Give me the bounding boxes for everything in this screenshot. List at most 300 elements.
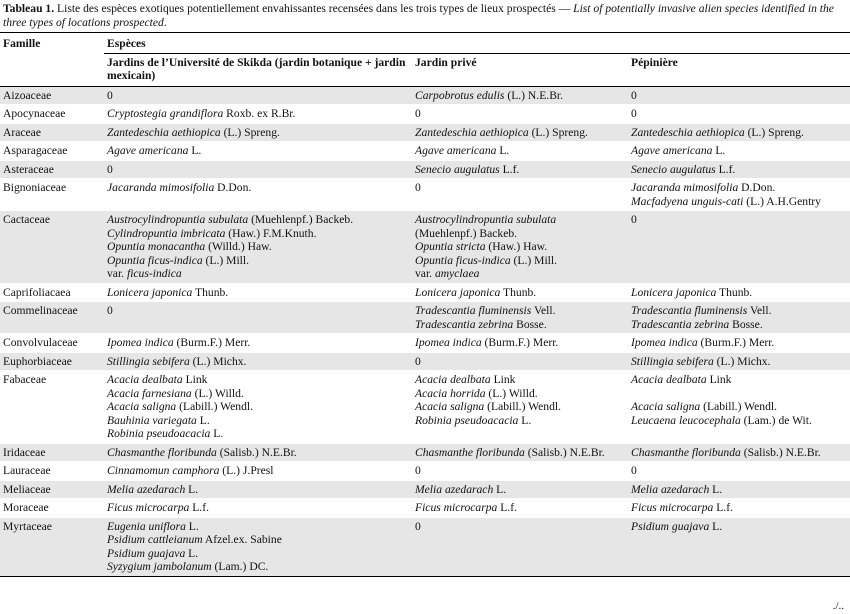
species-authority: (Lam.) DC.: [211, 560, 269, 573]
species-authority: D.Don.: [738, 181, 776, 194]
species-line: [415, 387, 625, 401]
table-row: [0, 443, 850, 462]
cell-pepiniere: [628, 160, 850, 179]
species-name: Acacia dealbata: [415, 373, 491, 386]
species-line: [107, 355, 409, 369]
cell-pepiniere: [628, 123, 850, 142]
species-authority: L.: [709, 519, 723, 533]
cell-famille: Aizoaceae: [0, 86, 104, 105]
table-row: [0, 499, 850, 518]
species-line: [107, 227, 409, 241]
cell-famille: Bignoniaceae: [3, 181, 67, 194]
cell-universite: [104, 352, 412, 371]
species-authority: (L.) Willd.: [191, 386, 244, 400]
species-name: Robinia pseudoacacia: [415, 413, 519, 427]
species-name: Psidium cattleianum: [107, 533, 203, 546]
cell-pepiniere: [628, 283, 850, 302]
species-name: Acacia dealbata: [631, 373, 707, 386]
species-name: Psidium guajava: [631, 519, 710, 533]
species-name: Acacia saligna: [107, 400, 177, 413]
header-col-jardin-prive: Jardin privé: [412, 53, 628, 86]
species-line: [415, 414, 625, 428]
species-authority: (Salisb.) N.E.Br.: [524, 445, 605, 459]
cell-universite: [104, 462, 412, 481]
species-authority: L.f.: [499, 162, 520, 176]
species-line: [415, 373, 625, 387]
species-line: [107, 254, 409, 268]
species-name: Syzygium jambolanum: [107, 560, 212, 573]
cell-jardin-prive: [412, 105, 628, 124]
species-authority: Link: [706, 373, 732, 386]
table-header: [0, 33, 850, 87]
species-authority: 0: [107, 304, 113, 317]
species-name: Opuntia stricta: [415, 240, 486, 253]
species-authority: (Burm.F.) Merr.: [481, 336, 559, 349]
species-authority: L.: [210, 427, 224, 440]
table-row: [0, 371, 850, 444]
species-line: [631, 107, 847, 121]
species-authority: (Lam.) de Wit.: [740, 413, 812, 427]
cell-famille: Caprifoliacaea: [3, 285, 71, 299]
species-name: Austrocylindropuntia subulata: [107, 213, 249, 226]
species-authority: L.: [496, 144, 510, 157]
species-authority: 0: [631, 107, 637, 120]
species-authority: (Willd.) Haw.: [205, 240, 272, 253]
cell-jardin-prive: [412, 462, 628, 481]
species-authority: L.: [196, 413, 210, 427]
species-authority: (Haw.) Haw.: [485, 240, 548, 253]
species-name: Melia azedarach: [631, 482, 710, 496]
species-name: Ficus microcarpa: [415, 501, 498, 514]
species-authority: (Muehlenpf.) Backeb.: [415, 226, 518, 240]
species-authority: var.: [415, 267, 435, 280]
species-line: [631, 400, 847, 414]
blank-line: [631, 387, 847, 401]
table-row: [0, 160, 850, 179]
species-name: Cryptostegia grandiflora: [107, 107, 224, 120]
species-line: [415, 227, 625, 241]
species-authority: (Muehlenpf.) Backeb.: [248, 213, 354, 226]
species-line: [415, 464, 625, 478]
species-name: Tradescantia fluminensis: [631, 304, 748, 317]
continuation-mark: ./..: [832, 600, 844, 612]
species-name: Melia azedarach: [415, 482, 494, 496]
cell-jardin-prive: [412, 283, 628, 302]
species-authority: var.: [107, 267, 127, 280]
species-line: [415, 286, 625, 300]
cell-famille: Fabaceae: [3, 373, 47, 386]
species-authority: (L.) Spreng.: [744, 125, 804, 139]
species-line: [107, 533, 409, 547]
species-authority: (Salisb.) N.E.Br.: [216, 445, 297, 459]
cell-pepiniere: [628, 499, 850, 518]
species-name: Opuntia monacantha: [107, 240, 206, 253]
cell-universite: [104, 142, 412, 161]
species-authority: D.Don.: [214, 181, 252, 194]
species-name: Ficus microcarpa: [631, 501, 714, 514]
caption-end: .: [163, 16, 167, 29]
species-name: Opuntia ficus-indica: [415, 253, 511, 267]
species-authority: 0: [415, 354, 421, 368]
species-line: [415, 336, 625, 350]
species-name: Ficus microcarpa: [107, 501, 190, 514]
species-line: [631, 446, 847, 460]
species-line: [107, 547, 409, 561]
header-col-pepiniere: Pépinière: [628, 53, 850, 86]
species-line: [631, 336, 847, 350]
species-name: Chasmanthe floribunda: [107, 445, 217, 459]
species-line: [107, 163, 409, 177]
species-name: Acacia dealbata: [107, 373, 183, 386]
cell-famille: Asparagaceae: [3, 144, 68, 157]
species-line: [107, 336, 409, 350]
cell-jardin-prive: [412, 211, 628, 284]
species-authority: Afzel.ex. Sabine: [202, 533, 282, 546]
species-line: [107, 144, 409, 158]
cell-pepiniere: [628, 517, 850, 576]
species-name: Leucaena leucocephala: [631, 413, 741, 427]
species-authority: Link: [490, 373, 516, 386]
table-body: [0, 86, 850, 576]
species-line: [107, 560, 409, 574]
species-authority: L.f.: [497, 501, 517, 514]
species-name: Lonicera japonica: [631, 285, 717, 299]
species-name: Ipomea indica: [415, 336, 482, 349]
species-line: [415, 501, 625, 515]
species-authority: 0: [415, 519, 421, 533]
species-line: [631, 520, 847, 534]
species-line: [415, 304, 625, 318]
species-authority: (L.) A.H.Gentry: [743, 194, 821, 208]
cell-pepiniere: [628, 334, 850, 353]
species-line: [107, 427, 409, 441]
cell-universite: [104, 499, 412, 518]
cell-famille: Iridaceae: [0, 443, 104, 462]
cell-jardin-prive: [412, 123, 628, 142]
species-authority: Vell.: [531, 304, 556, 317]
species-authority: L.f.: [713, 501, 733, 514]
species-line: [415, 107, 625, 121]
species-authority: Bosse.: [729, 317, 763, 331]
species-name: Senecio augulatus: [415, 162, 500, 176]
species-name: Carpobrotus edulis: [415, 88, 505, 102]
species-line: [631, 144, 847, 158]
species-authority: Bosse.: [513, 317, 547, 331]
caption-french: Liste des espèces exotiques potentiellement envahissantes recensées dans les trois types de lieux prospectés —: [54, 2, 574, 15]
species-authority: (L.) Spreng.: [528, 125, 588, 139]
species-line: [415, 163, 625, 177]
species-authority: 0: [107, 88, 113, 102]
species-line: [631, 501, 847, 515]
species-name: Tradescantia zebrina: [631, 317, 730, 331]
species-name: Tradescantia fluminensis: [415, 304, 532, 317]
cell-famille: Cactaceae: [0, 211, 104, 284]
cell-pepiniere: [628, 371, 850, 444]
species-line: [415, 144, 625, 158]
table-row: [0, 480, 850, 499]
species-authority: (L.) Spreng.: [220, 125, 280, 139]
species-line: [107, 181, 409, 195]
species-authority: 0: [631, 213, 637, 226]
header-col-universite: Jardins de l’Université de Skikda (jardin botanique + jardin mexicain): [104, 53, 412, 86]
species-line: [631, 464, 847, 478]
cell-universite: [104, 302, 412, 334]
cell-jardin-prive: [412, 302, 628, 334]
table-row: [0, 105, 850, 124]
cell-pepiniere: [628, 462, 850, 481]
species-name: Eugenia uniflora: [107, 519, 186, 533]
table-row: [0, 517, 850, 576]
species-line: [631, 304, 847, 318]
cell-pepiniere: [628, 352, 850, 371]
table-row: [0, 352, 850, 371]
species-line: [415, 213, 625, 227]
table-caption: [3, 2, 847, 30]
cell-pepiniere: [628, 443, 850, 462]
cell-universite: [104, 443, 412, 462]
species-line: [631, 373, 847, 387]
cell-jardin-prive: [412, 480, 628, 499]
species-line: [107, 304, 409, 318]
species-line: [415, 267, 625, 281]
cell-famille: Meliaceae: [0, 480, 104, 499]
species-authority: (L.) Willd.: [485, 386, 538, 400]
species-name: Ipomea indica: [107, 336, 174, 349]
species-line: [107, 286, 409, 300]
species-line: [107, 464, 409, 478]
species-line: [631, 213, 847, 227]
cell-pepiniere: [628, 86, 850, 105]
species-authority: Thunb.: [716, 285, 753, 299]
species-authority: Thunb.: [500, 285, 537, 299]
cell-famille: Euphorbiaceae: [0, 352, 104, 371]
species-line: [415, 483, 625, 497]
species-table: [0, 32, 850, 577]
cell-famille: Moraceae: [3, 501, 49, 514]
species-name: Zantedeschia aethiopica: [107, 125, 221, 139]
species-line: [107, 400, 409, 414]
species-authority: L.: [712, 144, 726, 157]
species-authority: (L.) J.Presl: [219, 464, 274, 477]
cell-jardin-prive: [412, 86, 628, 105]
species-authority: Link: [182, 373, 208, 386]
species-authority: 0: [631, 464, 637, 477]
species-line: [631, 181, 847, 195]
species-name: Bauhinia variegata: [107, 413, 197, 427]
species-name: Acacia farnesiana: [107, 386, 192, 400]
species-authority: 0: [415, 464, 421, 477]
species-name: Stillingia sebifera: [631, 354, 714, 368]
species-authority: Thunb.: [192, 285, 229, 299]
cell-universite: [104, 86, 412, 105]
cell-universite: [104, 480, 412, 499]
species-line: [631, 483, 847, 497]
cell-universite: [104, 517, 412, 576]
species-authority: L.: [518, 413, 532, 427]
species-line: [107, 126, 409, 140]
species-authority: L.f.: [715, 162, 736, 176]
species-line: [631, 318, 847, 332]
species-line: [107, 520, 409, 534]
species-name: Cylindropuntia imbricata: [107, 226, 226, 240]
table-row: [0, 283, 850, 302]
species-name: Agave americana: [107, 144, 189, 157]
species-line: [107, 501, 409, 515]
cell-jardin-prive: [412, 443, 628, 462]
species-line: [415, 446, 625, 460]
table-row: [0, 179, 850, 211]
header-blank: [0, 53, 104, 86]
species-name: Tradescantia zebrina: [415, 317, 514, 331]
species-authority: L.: [185, 519, 199, 533]
species-line: [415, 318, 625, 332]
species-name: Zantedeschia aethiopica: [415, 125, 529, 139]
table-row: [0, 462, 850, 481]
cell-universite: [104, 334, 412, 353]
species-line: [107, 373, 409, 387]
species-name: Agave americana: [415, 144, 497, 157]
species-authority: 0: [415, 107, 421, 120]
species-authority: Vell.: [747, 304, 772, 317]
species-name: Macfadyena unguis-cati: [631, 194, 744, 208]
table-row: [0, 302, 850, 334]
species-line: [415, 254, 625, 268]
species-authority: (Labill.) Wendl.: [176, 400, 254, 413]
cell-famille: Apocynaceae: [3, 107, 66, 120]
cell-pepiniere: [628, 480, 850, 499]
species-name: Zantedeschia aethiopica: [631, 125, 745, 139]
species-line: [631, 355, 847, 369]
species-name: Chasmanthe floribunda: [415, 445, 525, 459]
cell-pepiniere: [628, 211, 850, 284]
species-name: Ipomea indica: [631, 336, 698, 349]
species-line: [631, 89, 847, 103]
species-name: Agave americana: [631, 144, 713, 157]
species-authority: L.: [709, 482, 723, 496]
species-name: Austrocylindropuntia subulata: [415, 213, 557, 226]
species-line: [631, 286, 847, 300]
species-line: [631, 195, 847, 209]
cell-jardin-prive: [412, 334, 628, 353]
species-name: Cinnamomun camphora: [107, 464, 220, 477]
species-name: Jacaranda mimosifolia: [107, 181, 215, 194]
species-authority: 0: [107, 162, 113, 176]
species-line: [415, 181, 625, 195]
species-authority: (L.) Mill.: [202, 253, 250, 267]
species-name: Jacaranda mimosifolia: [631, 181, 739, 194]
cell-universite: [104, 211, 412, 284]
species-authority: L.: [185, 482, 199, 496]
species-authority: (L.) Michx.: [713, 354, 771, 368]
table-row: [0, 211, 850, 284]
cell-famille: Commelinaceae: [0, 302, 104, 334]
cell-jardin-prive: [412, 160, 628, 179]
species-authority: L.: [188, 144, 202, 157]
species-authority: (Labill.) Wendl.: [700, 400, 778, 413]
species-line: [415, 355, 625, 369]
cell-famille: Asteraceae: [0, 160, 104, 179]
cell-famille: Myrtaceae: [0, 517, 104, 576]
cell-universite: [104, 283, 412, 302]
header-especes: Espèces: [104, 33, 850, 54]
species-line: [107, 446, 409, 460]
cell-pepiniere: [628, 105, 850, 124]
cell-jardin-prive: [412, 352, 628, 371]
caption-english: List of potentially invasive alien species identified in the three types of locations prospected: [3, 2, 834, 29]
species-line: [631, 414, 847, 428]
cell-famille: Lauraceae: [3, 464, 51, 477]
species-authority: (L.) Mill.: [510, 253, 558, 267]
species-name: Senecio augulatus: [631, 162, 716, 176]
species-authority: (Labill.) Wendl.: [484, 400, 562, 413]
species-line: [107, 483, 409, 497]
cell-jardin-prive: [412, 499, 628, 518]
caption-label: Tableau 1.: [3, 2, 55, 15]
species-line: [107, 267, 409, 281]
cell-universite: [104, 371, 412, 444]
variety-name: ficus-indica: [126, 267, 182, 280]
species-authority: 0: [415, 181, 421, 194]
table-row: [0, 86, 850, 105]
cell-jardin-prive: [412, 142, 628, 161]
table-row: [0, 123, 850, 142]
species-name: Lonicera japonica: [107, 285, 193, 299]
species-line: [107, 414, 409, 428]
species-line: [415, 400, 625, 414]
cell-famille: Convolvulaceae: [3, 336, 78, 349]
species-name: Acacia saligna: [631, 400, 701, 413]
species-authority: (L.) N.E.Br.: [504, 88, 564, 102]
cell-universite: [104, 123, 412, 142]
cell-universite: [104, 179, 412, 211]
cell-jardin-prive: [412, 179, 628, 211]
species-authority: L.f.: [189, 501, 209, 514]
species-name: Acacia horrida: [415, 386, 486, 400]
species-authority: L.: [185, 546, 199, 560]
species-line: [107, 240, 409, 254]
cell-jardin-prive: [412, 371, 628, 444]
cell-universite: [104, 160, 412, 179]
species-name: Stillingia sebifera: [107, 354, 190, 368]
species-name: Melia azedarach: [107, 482, 186, 496]
species-line: [415, 240, 625, 254]
species-authority: L.: [493, 482, 507, 496]
cell-universite: [104, 105, 412, 124]
cell-famille: Araceae: [0, 123, 104, 142]
species-name: Robinia pseudoacacia: [107, 427, 211, 440]
header-famille: Famille: [0, 33, 104, 54]
species-name: Acacia saligna: [415, 400, 485, 413]
cell-pepiniere: [628, 302, 850, 334]
variety-name: amyclaea: [434, 267, 480, 280]
species-name: Psidium guajava: [107, 546, 186, 560]
cell-pepiniere: [628, 179, 850, 211]
species-authority: (L.) Michx.: [189, 354, 247, 368]
species-name: Opuntia ficus-indica: [107, 253, 203, 267]
species-authority: (Haw.) F.M.Knuth.: [225, 226, 317, 240]
species-line: [107, 107, 409, 121]
species-line: [415, 520, 625, 534]
species-line: [107, 387, 409, 401]
species-authority: (Burm.F.) Merr.: [173, 336, 251, 349]
species-authority: (Salisb.) N.E.Br.: [740, 445, 821, 459]
species-line: [631, 163, 847, 177]
species-authority: 0: [631, 88, 637, 102]
table-row: [0, 142, 850, 161]
species-line: [107, 89, 409, 103]
species-name: Lonicera japonica: [415, 285, 501, 299]
species-line: [107, 213, 409, 227]
